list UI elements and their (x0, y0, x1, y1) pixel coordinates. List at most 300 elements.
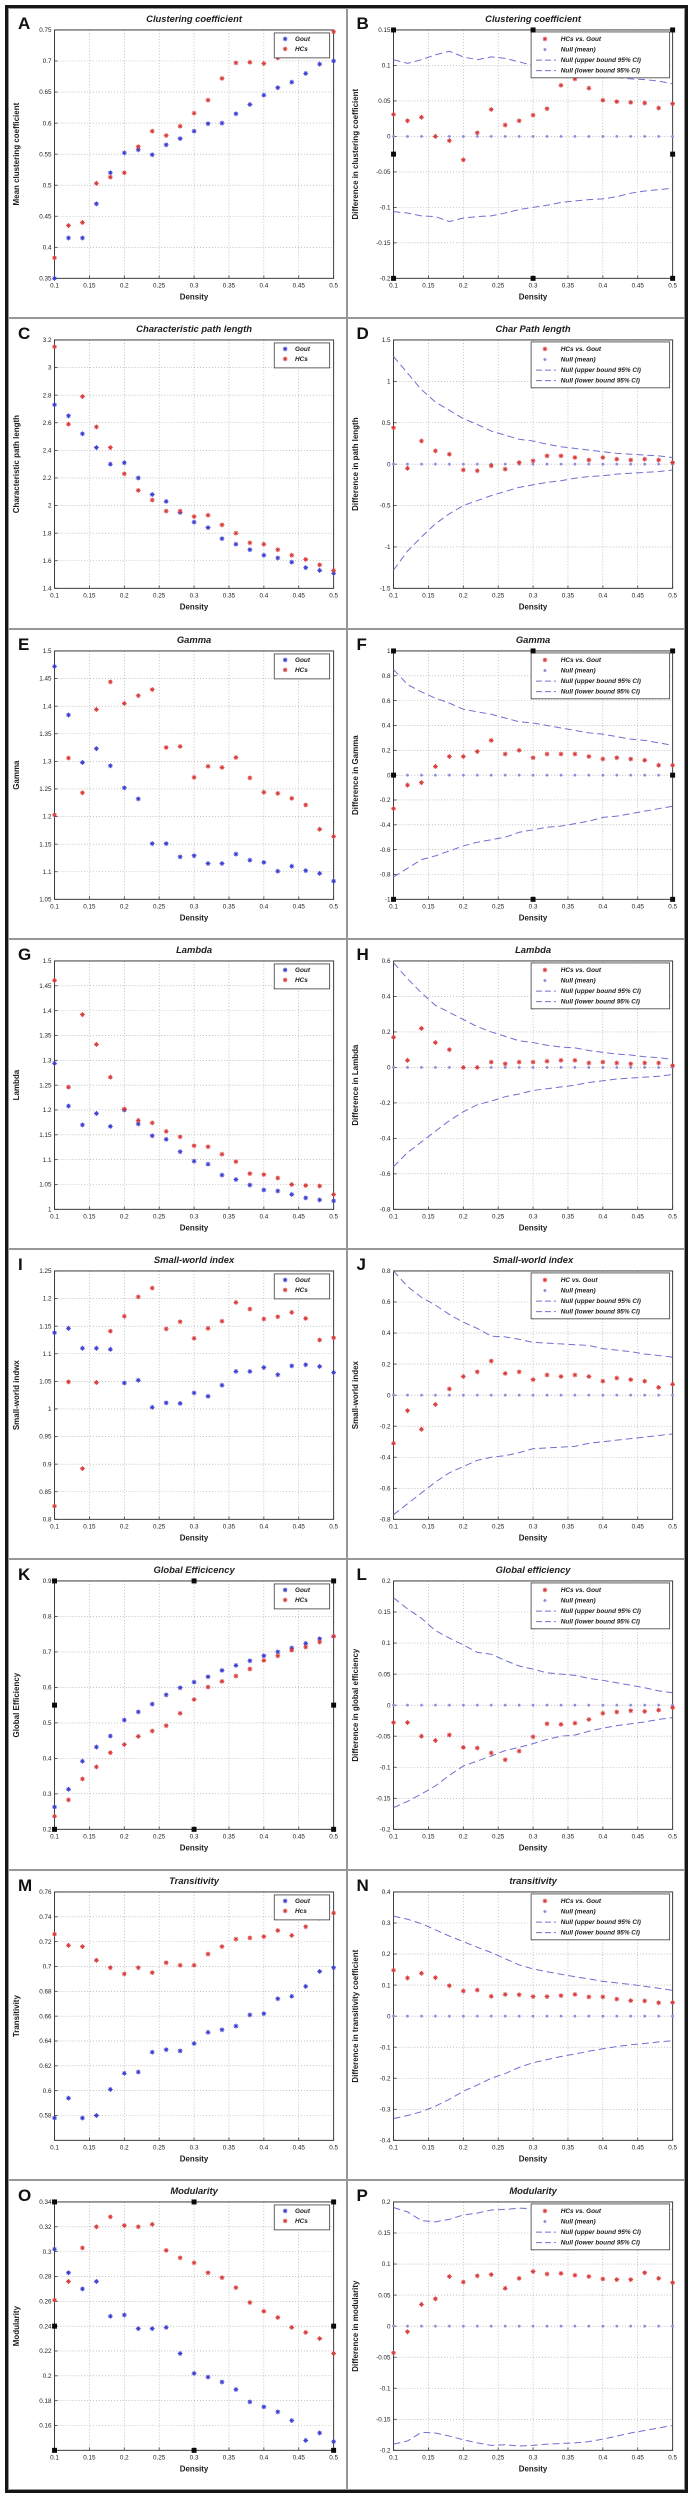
svg-text:0.35: 0.35 (222, 2454, 236, 2462)
svg-text:0.18: 0.18 (39, 2397, 52, 2405)
svg-text:0.58: 0.58 (39, 2112, 52, 2120)
svg-text:HCs: HCs (295, 45, 308, 53)
chart-title: Modularity (508, 2184, 557, 2196)
svg-text:0.1: 0.1 (50, 2454, 59, 2462)
svg-text:Null (mean): Null (mean) (560, 977, 596, 985)
svg-text:HCs: HCs (295, 1597, 308, 1605)
svg-text:HCs: HCs (295, 666, 308, 674)
svg-text:0.3: 0.3 (42, 2248, 52, 2256)
panel-letter: E (18, 634, 30, 654)
svg-text:1.25: 1.25 (39, 1082, 52, 1090)
svg-text:0.15: 0.15 (83, 282, 96, 290)
svg-text:1.2: 1.2 (42, 813, 52, 821)
panel-letter: N (356, 1875, 369, 1895)
svg-text:0.3: 0.3 (189, 2454, 199, 2462)
y-axis-label: Difference in path length (350, 417, 360, 512)
chart-title: Char Path length (495, 323, 571, 335)
svg-text:0.35: 0.35 (561, 2454, 574, 2462)
legend (531, 32, 670, 78)
svg-text:-0.15: -0.15 (375, 2416, 391, 2424)
svg-text:0.45: 0.45 (292, 282, 305, 290)
svg-text:0.25: 0.25 (153, 2143, 166, 2151)
svg-text:Null (lower bound 95% CI): Null (lower bound 95% CI) (560, 1308, 640, 1316)
svg-text:0.8: 0.8 (42, 1613, 52, 1621)
svg-text:HCs: HCs (295, 356, 308, 364)
chart-svg (9, 630, 346, 938)
panel-letter: P (356, 2185, 368, 2205)
panel-m (8, 1870, 347, 2180)
svg-text:0.3: 0.3 (528, 1833, 537, 1841)
panel-letter: G (18, 944, 32, 964)
svg-text:0.8: 0.8 (381, 672, 391, 680)
panel-a (8, 8, 347, 318)
svg-text:-0.05: -0.05 (375, 2354, 391, 2362)
svg-text:0.5: 0.5 (42, 1720, 52, 1728)
legend (274, 2205, 329, 2230)
svg-text:0.4: 0.4 (259, 2454, 269, 2462)
svg-text:0.35: 0.35 (561, 902, 574, 910)
y-axis-label: Difference in transitivity coefficient (350, 1949, 360, 2083)
svg-text:1.8: 1.8 (42, 530, 52, 538)
svg-text:HCs vs. Gout: HCs vs. Gout (560, 346, 601, 354)
svg-text:Null (mean): Null (mean) (560, 356, 596, 364)
svg-text:0.45: 0.45 (631, 592, 644, 600)
panel-letter: A (18, 14, 31, 33)
svg-text:1.2: 1.2 (42, 1106, 52, 1114)
y-axis-label: Difference in clustering coefficient (350, 88, 360, 220)
y-axis-label: Mean clustering coefficient (11, 102, 21, 206)
x-axis-label: Density (179, 912, 209, 922)
svg-text:0.1: 0.1 (50, 1523, 59, 1531)
svg-text:0.7: 0.7 (42, 58, 52, 66)
svg-text:0.9: 0.9 (42, 1578, 52, 1586)
svg-text:1.25: 1.25 (39, 785, 52, 793)
svg-text:-0.8: -0.8 (379, 1206, 391, 1214)
svg-text:2.8: 2.8 (42, 392, 52, 400)
svg-text:0.2: 0.2 (458, 1213, 468, 1221)
svg-text:0.15: 0.15 (83, 1833, 96, 1841)
legend (274, 1274, 329, 1299)
svg-text:0.1: 0.1 (388, 592, 398, 600)
svg-text:0.4: 0.4 (597, 2454, 607, 2462)
svg-text:0.15: 0.15 (421, 1523, 435, 1531)
svg-text:Null (lower bound 95% CI): Null (lower bound 95% CI) (560, 67, 640, 75)
svg-text:0.2: 0.2 (381, 1028, 391, 1036)
null-mean-markers (392, 2325, 674, 2328)
svg-text:-0.1: -0.1 (379, 1764, 391, 1772)
svg-text:0: 0 (386, 1702, 391, 1710)
svg-text:0.62: 0.62 (39, 2062, 52, 2070)
svg-text:HCs: HCs (295, 976, 308, 984)
chart-title: Clustering coefficient (146, 12, 242, 24)
panel-letter: D (356, 324, 369, 344)
panel-l-chart (348, 1560, 685, 1868)
svg-text:-0.8: -0.8 (379, 871, 391, 879)
svg-text:0.35: 0.35 (222, 1213, 236, 1221)
svg-text:0.1: 0.1 (50, 1213, 59, 1221)
svg-text:-0.2: -0.2 (379, 1826, 391, 1834)
svg-text:Gout: Gout (295, 966, 310, 974)
panel-e (8, 629, 347, 939)
svg-text:0.3: 0.3 (528, 2143, 537, 2151)
legend (531, 1273, 670, 1319)
svg-text:-1: -1 (384, 544, 391, 552)
svg-text:HC vs. Gout: HC vs. Gout (560, 1276, 597, 1284)
chart-svg (9, 1560, 346, 1868)
svg-text:0.5: 0.5 (329, 1213, 339, 1221)
svg-text:0.65: 0.65 (39, 89, 52, 97)
svg-text:Gout: Gout (295, 2207, 310, 2215)
svg-text:1.6: 1.6 (42, 558, 52, 566)
svg-text:0.35: 0.35 (561, 1523, 574, 1531)
null-mean-markers (392, 1066, 674, 1069)
svg-text:Gout: Gout (295, 1587, 310, 1595)
panel-p (347, 2180, 686, 2490)
svg-text:-0.8: -0.8 (379, 1516, 391, 1524)
panel-e-chart (9, 630, 346, 938)
svg-text:0.3: 0.3 (42, 1791, 52, 1799)
svg-text:0.15: 0.15 (83, 592, 96, 600)
svg-text:0.45: 0.45 (631, 282, 644, 290)
svg-text:-0.15: -0.15 (375, 240, 391, 248)
svg-text:0.2: 0.2 (458, 592, 468, 600)
svg-text:Null (upper bound 95% CI): Null (upper bound 95% CI) (560, 677, 641, 685)
y-axis-label: Transitivity (11, 1994, 21, 2037)
x-axis-label: Density (518, 1843, 547, 1853)
svg-text:1.4: 1.4 (42, 585, 52, 593)
svg-text:0.15: 0.15 (421, 1833, 435, 1841)
svg-text:0.64: 0.64 (39, 2037, 52, 2045)
svg-text:0.1: 0.1 (388, 282, 398, 290)
svg-text:0.1: 0.1 (388, 1833, 398, 1841)
legend (274, 343, 329, 368)
x-axis-label: Density (518, 2464, 547, 2474)
svg-text:0.4: 0.4 (259, 282, 269, 290)
svg-text:0.3: 0.3 (528, 1213, 537, 1221)
x-axis-label: Density (179, 602, 209, 612)
x-axis-label: Density (518, 1533, 547, 1543)
svg-text:0.25: 0.25 (153, 902, 166, 910)
svg-text:0.5: 0.5 (667, 2454, 677, 2462)
svg-text:0.15: 0.15 (377, 1609, 391, 1617)
svg-text:-0.2: -0.2 (379, 1099, 391, 1107)
svg-text:0.35: 0.35 (222, 2143, 236, 2151)
legend (274, 653, 329, 678)
svg-text:0.28: 0.28 (39, 2273, 52, 2281)
svg-text:1.15: 1.15 (39, 1323, 52, 1331)
svg-text:0.4: 0.4 (597, 902, 607, 910)
chart-title: Lambda (514, 943, 551, 955)
chart-svg (348, 319, 685, 627)
svg-text:0.6: 0.6 (42, 1684, 52, 1692)
x-axis-label: Density (179, 1223, 209, 1233)
panel-h-chart (348, 940, 685, 1248)
legend (531, 1893, 670, 1939)
chart-title: Transitivity (169, 1874, 220, 1886)
chart-svg (9, 9, 346, 317)
svg-text:0.4: 0.4 (381, 1330, 391, 1338)
svg-text:0.4: 0.4 (259, 1833, 269, 1841)
legend (531, 2204, 670, 2250)
svg-text:Null (mean): Null (mean) (560, 1287, 596, 1295)
panel-c-chart (9, 319, 346, 627)
svg-text:0.25: 0.25 (491, 2143, 504, 2151)
svg-text:0.2: 0.2 (119, 592, 129, 600)
y-axis-label: Small-world index (350, 1361, 360, 1430)
svg-text:0.5: 0.5 (667, 1833, 677, 1841)
svg-text:0.5: 0.5 (42, 182, 52, 190)
svg-text:Null (lower bound 95% CI): Null (lower bound 95% CI) (560, 377, 640, 385)
panel-h (347, 939, 686, 1249)
svg-text:0.2: 0.2 (119, 1213, 129, 1221)
svg-text:Null (lower bound 95% CI): Null (lower bound 95% CI) (560, 1929, 640, 1937)
null-mean-markers (392, 773, 674, 776)
chart-title: Global efficiency (495, 1564, 571, 1576)
svg-text:0.35: 0.35 (561, 1833, 574, 1841)
svg-text:0: 0 (386, 461, 391, 469)
svg-text:0.25: 0.25 (153, 1833, 166, 1841)
figure-frame (5, 5, 688, 2493)
y-axis-label: Gamma (11, 760, 21, 790)
svg-text:0.2: 0.2 (458, 2143, 468, 2151)
svg-text:0.4: 0.4 (597, 282, 607, 290)
x-axis-label: Density (518, 602, 547, 612)
svg-text:0.25: 0.25 (491, 902, 504, 910)
svg-text:0.15: 0.15 (421, 592, 435, 600)
svg-text:0.8: 0.8 (42, 1516, 52, 1524)
panel-n (347, 1870, 686, 2180)
svg-text:0.2: 0.2 (42, 1826, 52, 1834)
panel-j-chart (348, 1250, 685, 1558)
svg-text:0.25: 0.25 (491, 1833, 504, 1841)
svg-text:0.15: 0.15 (83, 2143, 96, 2151)
svg-text:0.7: 0.7 (42, 1649, 52, 1657)
chart-title: Gamma (176, 633, 212, 645)
svg-text:-1: -1 (384, 896, 391, 904)
panel-g-chart (9, 940, 346, 1248)
svg-text:0.32: 0.32 (39, 2223, 52, 2231)
svg-text:0.2: 0.2 (119, 282, 129, 290)
x-axis-label: Density (518, 292, 547, 302)
svg-text:0.5: 0.5 (329, 2454, 339, 2462)
y-axis-label: Small-world indwx (11, 1360, 21, 1431)
svg-text:1.1: 1.1 (42, 868, 52, 876)
svg-text:0.35: 0.35 (39, 275, 52, 283)
svg-text:0.3: 0.3 (528, 902, 537, 910)
chart-svg (9, 1871, 346, 2179)
svg-text:0.4: 0.4 (259, 592, 269, 600)
panel-k-chart (9, 1560, 346, 1868)
x-axis-label: Density (518, 2153, 547, 2163)
panel-d-chart (348, 319, 685, 627)
svg-text:0.4: 0.4 (597, 1833, 607, 1841)
svg-text:-0.4: -0.4 (379, 1135, 391, 1143)
svg-text:Null (lower bound 95% CI): Null (lower bound 95% CI) (560, 2239, 640, 2247)
svg-text:0.72: 0.72 (39, 1938, 52, 1946)
svg-text:0.8: 0.8 (381, 1268, 391, 1276)
svg-text:0.25: 0.25 (153, 592, 166, 600)
svg-text:1.1: 1.1 (42, 1350, 52, 1358)
svg-text:0.1: 0.1 (388, 902, 398, 910)
svg-text:-0.4: -0.4 (379, 821, 391, 829)
svg-text:HCs vs. Gout: HCs vs. Gout (560, 1587, 601, 1595)
panel-b-chart (348, 9, 685, 317)
svg-text:0.3: 0.3 (189, 902, 199, 910)
svg-text:0.1: 0.1 (388, 2143, 398, 2151)
panel-letter: F (356, 634, 367, 654)
svg-text:0: 0 (386, 771, 391, 779)
panel-letter: B (356, 14, 369, 33)
svg-text:0.15: 0.15 (421, 1213, 435, 1221)
svg-text:0.5: 0.5 (329, 282, 339, 290)
svg-text:0.4: 0.4 (259, 2143, 269, 2151)
svg-text:0.25: 0.25 (153, 1523, 166, 1531)
chart-title: Characteristic path length (136, 323, 252, 335)
svg-text:0.35: 0.35 (561, 2143, 574, 2151)
null-mean-markers (392, 2014, 674, 2017)
svg-text:0.1: 0.1 (388, 1213, 398, 1221)
panel-p-chart (348, 2181, 685, 2489)
svg-text:1.4: 1.4 (42, 1007, 52, 1015)
svg-text:0.3: 0.3 (189, 2143, 199, 2151)
svg-text:0.15: 0.15 (421, 2143, 435, 2151)
legend (531, 963, 670, 1009)
svg-text:0.2: 0.2 (458, 2454, 468, 2462)
svg-text:0.1: 0.1 (381, 1640, 391, 1648)
x-axis-label: Density (179, 1843, 209, 1853)
svg-text:0.2: 0.2 (381, 746, 391, 755)
y-axis-label: Modularity (11, 2305, 21, 2347)
svg-text:HCs vs. Gout: HCs vs. Gout (560, 966, 601, 974)
svg-text:2.2: 2.2 (42, 475, 52, 483)
svg-text:0.45: 0.45 (631, 1833, 644, 1841)
svg-text:1.3: 1.3 (42, 1057, 52, 1065)
svg-text:0: 0 (386, 133, 391, 141)
svg-text:Null (mean): Null (mean) (560, 666, 596, 675)
svg-text:0.5: 0.5 (381, 420, 391, 428)
panel-g (8, 939, 347, 1249)
svg-text:0.45: 0.45 (292, 592, 305, 600)
svg-text:-0.6: -0.6 (379, 1170, 391, 1178)
panel-letter: J (356, 1255, 366, 1274)
svg-text:Null (upper bound 95% CI): Null (upper bound 95% CI) (560, 57, 641, 65)
svg-text:0.35: 0.35 (222, 1523, 236, 1531)
svg-text:1.25: 1.25 (39, 1268, 52, 1276)
y-axis-label: Difference in Lambda (350, 1044, 360, 1126)
svg-text:0.6: 0.6 (42, 120, 52, 128)
svg-text:0.85: 0.85 (39, 1488, 52, 1496)
svg-text:0.1: 0.1 (50, 282, 59, 290)
svg-text:0.1: 0.1 (381, 62, 391, 70)
svg-text:Null (mean): Null (mean) (560, 46, 596, 54)
svg-text:-0.05: -0.05 (375, 169, 391, 177)
svg-text:0.95: 0.95 (39, 1433, 52, 1441)
svg-text:0.45: 0.45 (292, 2143, 305, 2151)
svg-text:0: 0 (386, 1392, 391, 1400)
svg-text:Null (mean): Null (mean) (560, 2218, 596, 2226)
svg-text:0.1: 0.1 (50, 1833, 59, 1841)
svg-text:0.05: 0.05 (377, 98, 391, 106)
svg-text:0.4: 0.4 (259, 1523, 269, 1531)
svg-text:1.5: 1.5 (381, 337, 391, 345)
svg-text:0.3: 0.3 (189, 592, 199, 600)
svg-text:Null (upper bound 95% CI): Null (upper bound 95% CI) (560, 1608, 641, 1616)
legend (531, 1583, 670, 1629)
svg-text:-0.2: -0.2 (379, 2447, 391, 2455)
svg-text:0.1: 0.1 (381, 2260, 391, 2269)
svg-text:0.4: 0.4 (597, 592, 607, 600)
svg-text:0.3: 0.3 (189, 1833, 199, 1841)
svg-text:0.68: 0.68 (39, 1987, 52, 1996)
svg-text:Null (mean): Null (mean) (560, 1907, 596, 1916)
svg-text:1.45: 1.45 (39, 675, 52, 683)
svg-text:HCs: HCs (295, 1286, 308, 1294)
svg-text:0.5: 0.5 (329, 1833, 339, 1841)
panel-b (347, 8, 686, 318)
chart-svg (9, 2181, 346, 2489)
svg-text:-0.3: -0.3 (379, 2105, 391, 2113)
svg-text:1: 1 (386, 647, 391, 655)
svg-text:0.25: 0.25 (491, 2454, 504, 2462)
legend (274, 33, 329, 58)
svg-text:0.5: 0.5 (667, 2143, 677, 2151)
svg-text:0.25: 0.25 (153, 282, 166, 290)
svg-text:0.2: 0.2 (458, 282, 468, 290)
svg-text:0.5: 0.5 (329, 1523, 339, 1531)
svg-text:0.45: 0.45 (292, 1833, 305, 1841)
svg-text:2.4: 2.4 (42, 447, 52, 455)
svg-text:0.26: 0.26 (39, 2298, 52, 2306)
svg-text:0.2: 0.2 (381, 2198, 391, 2206)
svg-text:Null (lower bound 95% CI): Null (lower bound 95% CI) (560, 688, 640, 696)
chart-svg (348, 9, 685, 317)
svg-text:-0.2: -0.2 (379, 1423, 391, 1431)
svg-text:0.5: 0.5 (329, 592, 339, 600)
svg-text:0: 0 (386, 2323, 391, 2331)
chart-title: Gamma (515, 633, 550, 645)
svg-text:0.35: 0.35 (222, 902, 236, 910)
panel-o (8, 2180, 347, 2490)
svg-text:HCs vs. Gout: HCs vs. Gout (560, 656, 601, 664)
x-axis-label: Density (518, 1223, 547, 1233)
chart-svg (348, 630, 685, 938)
svg-text:0.3: 0.3 (189, 282, 199, 290)
chart-svg (9, 319, 346, 627)
svg-text:0.6: 0.6 (381, 957, 391, 965)
svg-text:0.4: 0.4 (597, 2143, 607, 2151)
svg-text:1.05: 1.05 (39, 1181, 52, 1189)
svg-text:0.7: 0.7 (42, 1963, 52, 1971)
svg-text:Null (upper bound 95% CI): Null (upper bound 95% CI) (560, 1298, 641, 1306)
svg-text:0: 0 (386, 1064, 391, 1072)
panel-o-chart (9, 2181, 346, 2489)
svg-text:-0.05: -0.05 (375, 1733, 391, 1741)
svg-text:0.2: 0.2 (119, 902, 129, 910)
svg-text:1.35: 1.35 (39, 1032, 52, 1040)
svg-text:0.3: 0.3 (189, 1213, 199, 1221)
svg-text:-0.2: -0.2 (379, 796, 391, 804)
panel-letter: L (356, 1565, 367, 1585)
svg-text:0.2: 0.2 (458, 1523, 468, 1531)
svg-text:0.35: 0.35 (561, 592, 574, 600)
svg-text:0.25: 0.25 (153, 1213, 166, 1221)
chart-title: Small-world index (153, 1253, 235, 1265)
svg-text:-0.2: -0.2 (379, 2074, 391, 2082)
svg-text:0.1: 0.1 (50, 902, 59, 910)
svg-text:0.2: 0.2 (381, 1578, 391, 1586)
svg-text:1: 1 (48, 1206, 52, 1214)
svg-text:-0.15: -0.15 (375, 1795, 391, 1803)
